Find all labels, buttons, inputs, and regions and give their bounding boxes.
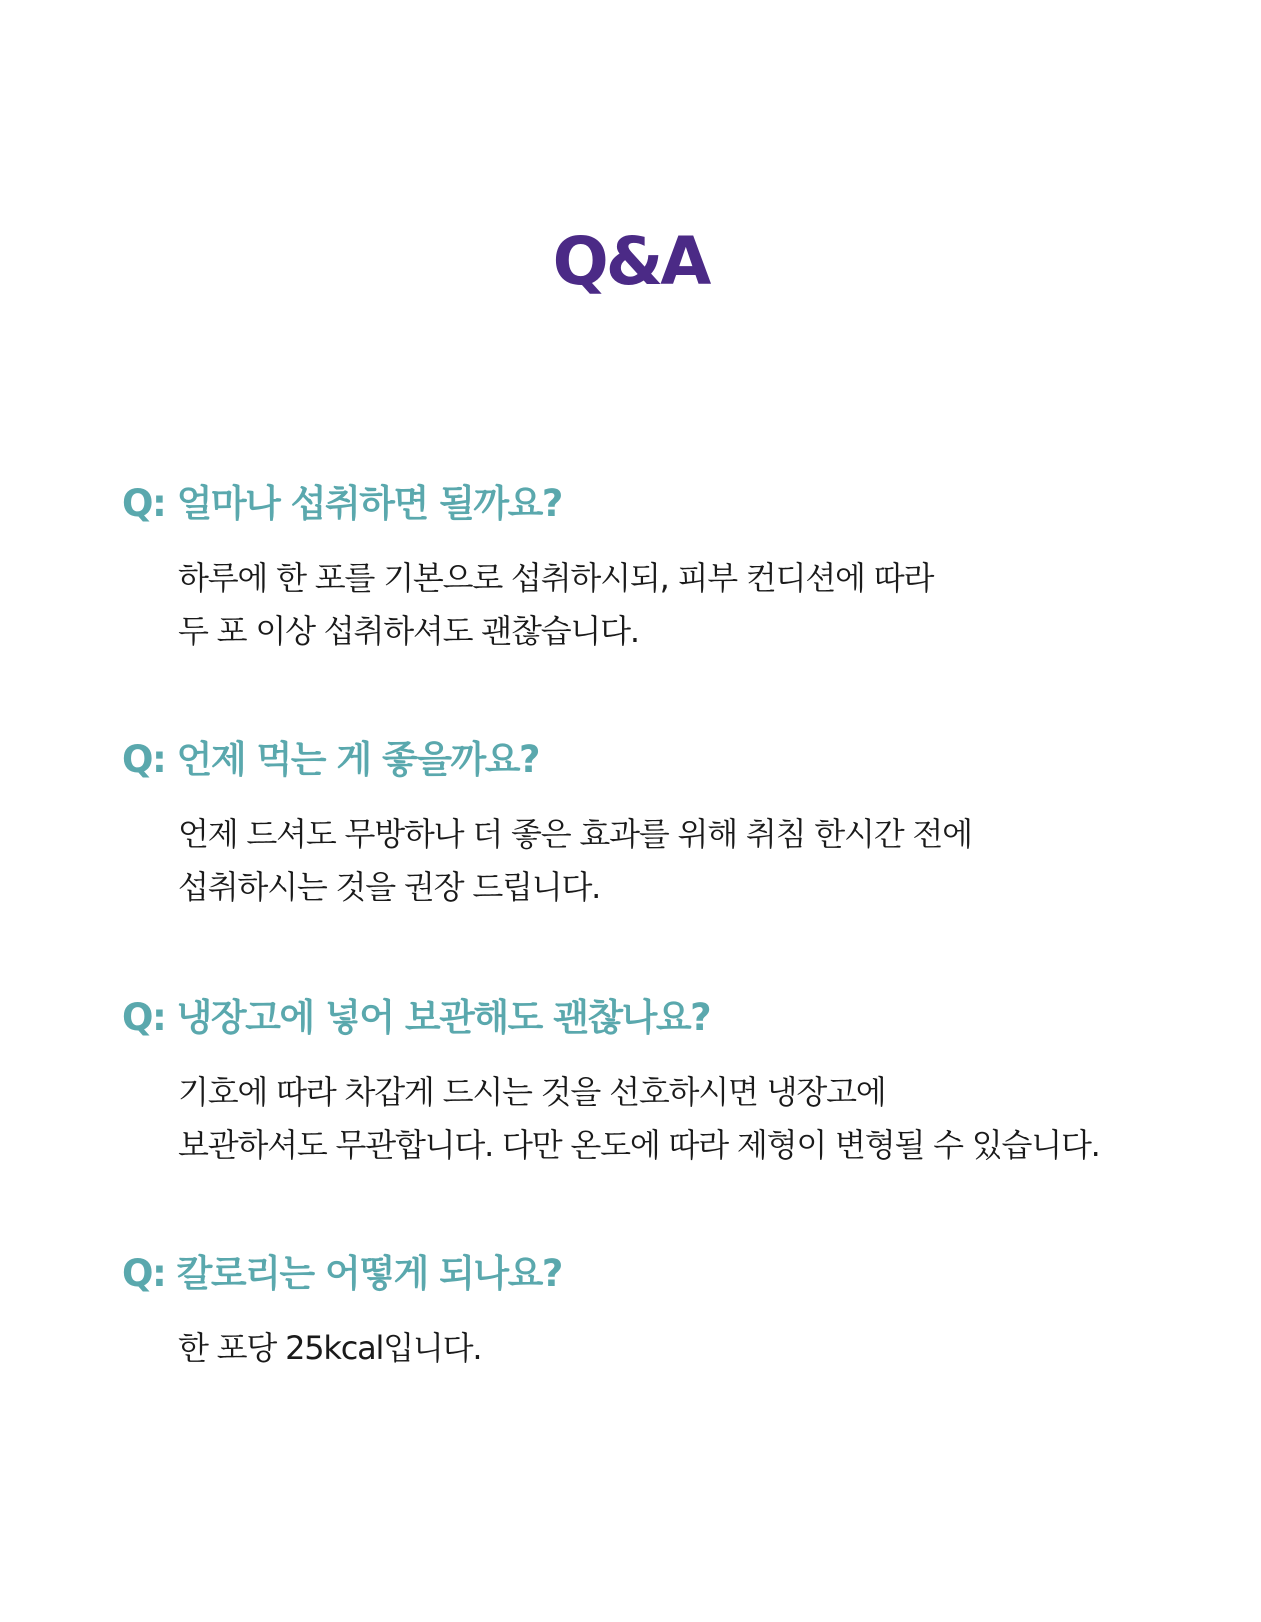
answer-text xyxy=(178,808,972,914)
answer-line: 기호에 따라 차갑게 드시는 것을 선호하시면 냉장고에 xyxy=(178,1073,886,1111)
question-text: Q: 냉장고에 넣어 보관해도 괜찮나요? xyxy=(122,996,711,1039)
answer-line: 한 포당 25kcal입니다. xyxy=(178,1329,482,1367)
answer-line: 보관하셔도 무관합니다. 다만 온도에 따라 제형이 변형될 수 있습니다. xyxy=(178,1126,1100,1164)
answer-line: 두 포 이상 섭취하셔도 괜찮습니다. xyxy=(178,612,639,650)
page-title: Q&A xyxy=(552,223,709,300)
question-text: Q: 얼마나 섭취하면 될까요? xyxy=(122,482,562,525)
answer-text xyxy=(178,552,933,658)
question-text: Q: 언제 먹는 게 좋을까요? xyxy=(122,738,539,781)
answer-text xyxy=(178,1066,1100,1172)
question-text: Q: 칼로리는 어떻게 되나요? xyxy=(122,1252,562,1295)
answer-line: 하루에 한 포를 기본으로 섭취하시되, 피부 컨디션에 따라 xyxy=(178,559,934,597)
answer-line: 언제 드셔도 무방하나 더 좋은 효과를 위해 취침 한시간 전에 xyxy=(178,815,972,853)
answer-text xyxy=(178,1322,481,1375)
answer-line: 섭취하시는 것을 권장 드립니다. xyxy=(178,868,601,906)
